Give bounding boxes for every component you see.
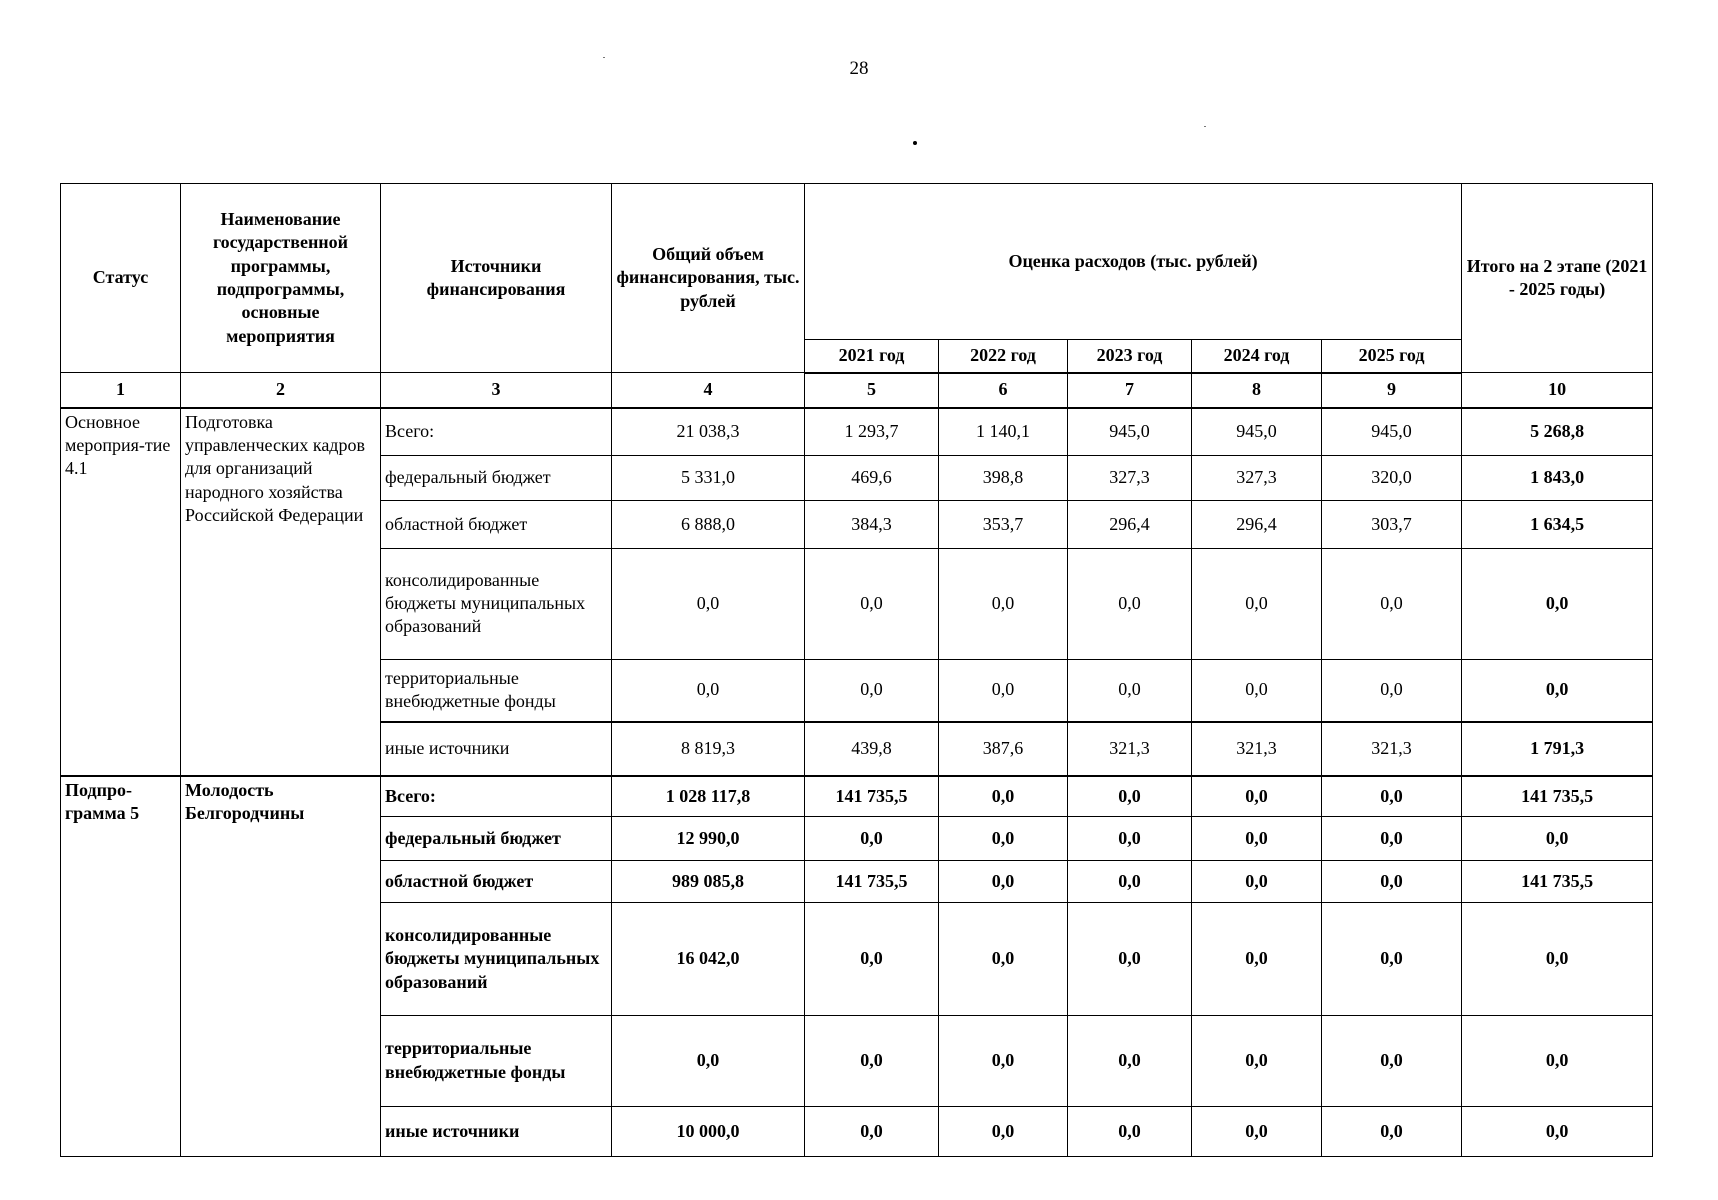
cell-year-value: 0,0 [805,816,939,860]
financing-table [60,183,1653,1157]
cell-stage-total: 0,0 [1462,548,1653,659]
cell-total-volume: 0,0 [612,659,805,721]
page-number: 28 [849,58,869,79]
cell-year-value: 0,0 [1192,659,1322,721]
cell-year-value: 321,3 [1068,722,1192,776]
cell-year-value: 303,7 [1322,500,1462,548]
header-status: Статус [61,184,181,373]
cell-year-value: 0,0 [939,548,1068,659]
cell-year-value: 0,0 [1322,816,1462,860]
header-year: 2022 год [939,340,1068,373]
cell-year-value: 0,0 [1322,1106,1462,1156]
cell-year-value: 0,0 [1068,776,1192,816]
cell-year-value: 327,3 [1192,456,1322,500]
column-number: 8 [1192,373,1322,408]
cell-total-volume: 12 990,0 [612,816,805,860]
header-year: 2021 год [805,340,939,373]
header-year: 2025 год [1322,340,1462,373]
cell-year-value: 353,7 [939,500,1068,548]
cell-year-value: 0,0 [1192,1106,1322,1156]
cell-source: Всего: [381,776,612,816]
cell-year-value: 0,0 [1322,548,1462,659]
scan-speck [603,57,605,58]
cell-stage-total: 141 735,5 [1462,860,1653,902]
cell-source: Всего: [381,408,612,456]
cell-year-value: 321,3 [1192,722,1322,776]
cell-total-volume: 989 085,8 [612,860,805,902]
table-body [61,408,1653,1157]
cell-year-value: 0,0 [939,903,1068,1016]
table-row [61,408,1653,456]
table-row [61,776,1653,816]
cell-year-value: 439,8 [805,722,939,776]
cell-year-value: 0,0 [1192,548,1322,659]
column-number: 5 [805,373,939,408]
cell-year-value: 398,8 [939,456,1068,500]
header-estimate: Оценка расходов (тыс. рублей) [805,184,1462,340]
cell-year-value: 945,0 [1192,408,1322,456]
column-number: 4 [612,373,805,408]
cell-source: консолидированные бюджеты муниципальных образований [381,548,612,659]
row-program-name: Молодость Белгородчины [181,776,381,1157]
cell-year-value: 327,3 [1068,456,1192,500]
cell-year-value: 0,0 [1192,860,1322,902]
cell-year-value: 0,0 [939,1106,1068,1156]
cell-source: иные источники [381,722,612,776]
header-stage-total: Итого на 2 этапе (2021 - 2025 годы) [1462,184,1653,373]
cell-year-value: 0,0 [939,1015,1068,1106]
cell-year-value: 0,0 [805,548,939,659]
cell-year-value: 469,6 [805,456,939,500]
cell-year-value: 0,0 [1322,903,1462,1016]
cell-source: федеральный бюджет [381,456,612,500]
cell-stage-total: 0,0 [1462,903,1653,1016]
cell-year-value: 0,0 [939,659,1068,721]
cell-source: иные источники [381,1106,612,1156]
cell-source: областной бюджет [381,500,612,548]
cell-year-value: 0,0 [1068,903,1192,1016]
cell-year-value: 384,3 [805,500,939,548]
cell-year-value: 945,0 [1068,408,1192,456]
cell-year-value: 141 735,5 [805,860,939,902]
cell-total-volume: 0,0 [612,1015,805,1106]
cell-year-value: 0,0 [805,659,939,721]
cell-stage-total: 1 791,3 [1462,722,1653,776]
row-status: Подпро-грамма 5 [61,776,181,1157]
cell-year-value: 0,0 [1192,1015,1322,1106]
cell-year-value: 0,0 [1192,776,1322,816]
column-number: 1 [61,373,181,408]
column-number: 9 [1322,373,1462,408]
cell-total-volume: 21 038,3 [612,408,805,456]
cell-total-volume: 0,0 [612,548,805,659]
cell-source: федеральный бюджет [381,816,612,860]
scan-speck [1204,126,1206,127]
cell-year-value: 0,0 [1322,659,1462,721]
cell-year-value: 0,0 [1322,860,1462,902]
cell-year-value: 320,0 [1322,456,1462,500]
column-number: 7 [1068,373,1192,408]
cell-year-value: 0,0 [1322,776,1462,816]
cell-year-value: 296,4 [1068,500,1192,548]
cell-year-value: 0,0 [939,776,1068,816]
header-year: 2024 год [1192,340,1322,373]
column-number: 2 [181,373,381,408]
cell-source: консолидированные бюджеты муниципальных образований [381,903,612,1016]
cell-year-value: 945,0 [1322,408,1462,456]
cell-year-value: 387,6 [939,722,1068,776]
cell-year-value: 0,0 [1068,548,1192,659]
cell-stage-total: 1 843,0 [1462,456,1653,500]
cell-year-value: 0,0 [1068,860,1192,902]
header-year: 2023 год [1068,340,1192,373]
cell-total-volume: 5 331,0 [612,456,805,500]
cell-year-value: 0,0 [805,903,939,1016]
cell-year-value: 0,0 [805,1015,939,1106]
cell-stage-total: 0,0 [1462,659,1653,721]
cell-year-value: 1 293,7 [805,408,939,456]
cell-year-value: 0,0 [1322,1015,1462,1106]
column-number: 6 [939,373,1068,408]
cell-total-volume: 10 000,0 [612,1106,805,1156]
cell-year-value: 0,0 [1192,816,1322,860]
cell-total-volume: 16 042,0 [612,903,805,1016]
cell-total-volume: 8 819,3 [612,722,805,776]
cell-total-volume: 6 888,0 [612,500,805,548]
cell-year-value: 0,0 [939,816,1068,860]
cell-stage-total: 0,0 [1462,816,1653,860]
cell-year-value: 0,0 [939,860,1068,902]
scan-dot [913,141,917,145]
column-number: 10 [1462,373,1653,408]
cell-year-value: 296,4 [1192,500,1322,548]
row-program-name: Подготовка управленческих кадров для организаций народного хозяйства Российской Федерации [181,408,381,776]
cell-stage-total: 0,0 [1462,1106,1653,1156]
cell-year-value: 321,3 [1322,722,1462,776]
cell-year-value: 0,0 [805,1106,939,1156]
cell-year-value: 0,0 [1068,1015,1192,1106]
row-status: Основное мероприя-тие 4.1 [61,408,181,776]
cell-year-value: 0,0 [1192,903,1322,1016]
cell-stage-total: 1 634,5 [1462,500,1653,548]
cell-year-value: 141 735,5 [805,776,939,816]
cell-source: территориальные внебюджетные фонды [381,659,612,721]
cell-total-volume: 1 028 117,8 [612,776,805,816]
cell-year-value: 0,0 [1068,816,1192,860]
header-sources: Источники финансирования [381,184,612,373]
cell-stage-total: 0,0 [1462,1015,1653,1106]
cell-stage-total: 141 735,5 [1462,776,1653,816]
cell-source: областной бюджет [381,860,612,902]
cell-year-value: 0,0 [1068,1106,1192,1156]
header-total-volume: Общий объем финансирования, тыс. рублей [612,184,805,373]
header-name: Наименование государственной программы, подпрограммы, основные мероприятия [181,184,381,373]
cell-stage-total: 5 268,8 [1462,408,1653,456]
column-number: 3 [381,373,612,408]
cell-year-value: 0,0 [1068,659,1192,721]
cell-year-value: 1 140,1 [939,408,1068,456]
cell-source: территориальные внебюджетные фонды [381,1015,612,1106]
